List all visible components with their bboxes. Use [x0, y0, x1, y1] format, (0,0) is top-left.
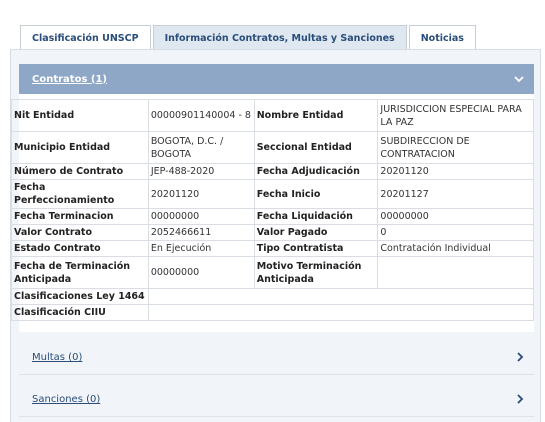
contract-info-table — [11, 99, 534, 321]
sanciones-accordion-header[interactable] — [19, 383, 534, 417]
tab-informacion-contratos[interactable]: Información Contratos, Multas y Sanciones — [153, 25, 407, 50]
table-row — [12, 164, 534, 180]
table-row — [12, 225, 534, 241]
field-label: Valor Pagado — [254, 225, 378, 241]
field-value: BOGOTA, D.C. / BOGOTA — [148, 132, 254, 164]
field-label: Fecha de Terminación Anticipada — [12, 257, 149, 289]
field-value: JURISDICCION ESPECIAL PARA LA PAZ — [378, 100, 534, 132]
field-value: JEP-488-2020 — [148, 164, 254, 180]
field-label: Seccional Entidad — [254, 132, 378, 164]
field-label: Fecha Terminacion — [12, 209, 149, 225]
field-label: Clasificación CIIU — [12, 305, 149, 321]
table-row — [12, 305, 534, 321]
field-value: 00000000 — [378, 209, 534, 225]
tab-panel — [10, 49, 541, 422]
field-label: Estado Contrato — [12, 241, 149, 257]
contratos-body — [14, 94, 534, 332]
field-label: Nit Entidad — [12, 100, 149, 132]
chevron-right-icon[interactable] — [517, 393, 524, 407]
table-row — [12, 100, 534, 132]
field-value: 2052466611 — [148, 225, 254, 241]
field-value: 00000901140004 - 8 — [148, 100, 254, 132]
multas-accordion-header[interactable] — [19, 341, 534, 375]
field-label: Motivo Terminación Anticipada — [254, 257, 378, 289]
table-row — [12, 209, 534, 225]
chevron-right-icon[interactable] — [517, 351, 524, 365]
multas-title[interactable]: Multas (0) — [32, 352, 83, 363]
sanciones-title[interactable]: Sanciones (0) — [32, 394, 101, 405]
table-row — [12, 289, 534, 305]
contratos-title[interactable]: Contratos (1) — [32, 73, 107, 85]
field-value: 20201127 — [378, 180, 534, 209]
contratos-accordion-header[interactable] — [19, 64, 534, 94]
field-value: SUBDIRECCION DE CONTRATACION — [378, 132, 534, 164]
table-row — [12, 132, 534, 164]
field-value: 0 — [378, 225, 534, 241]
table-row — [12, 180, 534, 209]
field-value: 20201120 — [148, 180, 254, 209]
field-label: Fecha Inicio — [254, 180, 378, 209]
field-value: 00000000 — [148, 209, 254, 225]
field-label: Tipo Contratista — [254, 241, 378, 257]
tab-bar — [20, 25, 478, 50]
field-label: Fecha Liquidación — [254, 209, 378, 225]
tab-noticias[interactable]: Noticias — [409, 25, 476, 50]
field-label: Valor Contrato — [12, 225, 149, 241]
field-value: 20201120 — [378, 164, 534, 180]
field-value: 00000000 — [148, 257, 254, 289]
field-value — [148, 305, 533, 321]
field-label: Nombre Entidad — [254, 100, 378, 132]
tab-clasificacion-unscp[interactable]: Clasificación UNSCP — [20, 25, 151, 50]
table-row — [12, 241, 534, 257]
field-value: Contratación Individual — [378, 241, 534, 257]
field-label: Fecha Adjudicación — [254, 164, 378, 180]
field-value — [378, 257, 534, 289]
table-row — [12, 257, 534, 289]
chevron-down-icon[interactable] — [514, 72, 524, 86]
field-value: En Ejecución — [148, 241, 254, 257]
field-label: Municipio Entidad — [12, 132, 149, 164]
field-label: Número de Contrato — [12, 164, 149, 180]
field-label: Fecha Perfeccionamiento — [12, 180, 149, 209]
field-label: Clasificaciones Ley 1464 — [12, 289, 149, 305]
field-value — [148, 289, 533, 305]
